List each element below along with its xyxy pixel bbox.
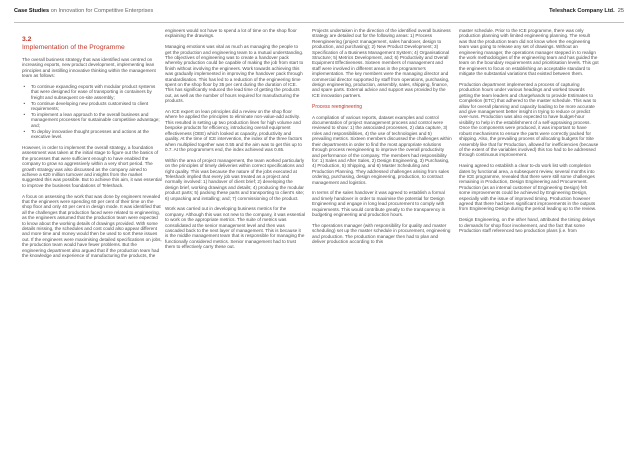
column-1 <box>22 36 162 264</box>
subheading-process-reengineering: Process reengineering <box>312 103 363 110</box>
company-page <box>549 8 624 14</box>
paragraph: Having agreed to establish a clear to-do work list with completion dates by functional area, a subsequent review, several months into the ICE programme, revealed that there were still some challenges remaining in Production, Design Engineering and Procurement. Production (as an internal customer of Engineering Design) felt some improvements could be achieved by Engineering Design, especially with the issue of improved timing. Production however agreed that there had been significant improvements in the outputs from Engineering Design during the period leading up to the review. <box>459 163 597 212</box>
paragraph: Production department implemented a process of capturing production hours under various headings and worked towards getting the team leaders and chargehands to provide Estimates to Completion (ETC) that adhered to the master schedule. This was to allow for overall planning and capacity loading to be more accurate and give management better insight in trying to reduce or predict over-runs. Production was also expected to have budget-hour visibility to help in the establishment of a self-appraising process. Once the components were produced, it was important to have robust mechanisms to ensure the parts were correctly packed for shipping. Also, the prevailing process of allocating budgets for Site Assembly like that for Production, allowed for inefficiencies (because of the extent of the variables involved) this too had to be addressed through continuous improvement. <box>459 82 599 158</box>
column-3 <box>312 28 452 250</box>
bullet-item: • To continue developing new products customised to client requirements; <box>22 101 162 112</box>
paragraph: The operations manager (with responsibility for quality and master scheduling) set up the master schedule in procurement, engineering and production. The production manager then had to plan and deliver production according to this <box>312 222 451 244</box>
strategy-bullet-list <box>22 84 162 140</box>
paragraph: An ICE expert on lean principles did a review on the shop floor where he applied the principles to eliminate non-value-add activity. This resulted in setting up two production lines for high volume and bespoke products for efficiency, introducing overall equipment effectiveness (OEE) which looked at capacity, productivity and quality. At the time of ICE intervention, the index of the three factors when multiplied together was 0.55 and the aim was to get this up to 0.7. At the programme's end, the index achieved was 0.65. <box>165 109 303 152</box>
paragraph: A compilation of various reports, dataset examples and control documentation of project management process and control were reviewed to show: 1) the associated processes, 2) data capture, 3) roles and responsibilities, 4) the use of technologies and 5) prevailing metrics. Sixteen members discussed the challenges within their departments in order to find the most appropriate solutions through process reengineering to improve the overall productivity and performance of the company. The members had responsibility for: 1) Sales and After Sales, 2) Design Engineering, 3) Purchasing, 4) Production, 5) Shipping, and 6) Master Scheduling and Production Planning. They addressed challenges arising from sales ordering, purchasing, design engineering, production, to contract management and logistics. <box>312 114 452 185</box>
paragraph: Managing emotions was vital as much as managing the people to get the production and engineering team to a mutual understanding. The objectives of engineering was to create a handover pack whereby production could be capable of making the job from start to finish without involving the engineers. Work towards achieving this was gradually implemented in improving the handover pack through standardisation. This has led to a reduction of the engineering time spent on the shop floor by 35 per cent during the duration of ICE. This has significantly reduced the lead time of getting the products out, as well as the number of hours required for manufacturing the products. <box>165 44 304 104</box>
series-rest: on Innovation for Competitive Enterprises <box>49 8 154 14</box>
section-number: 3.2 <box>22 36 32 43</box>
bullet-item: • To continue expanding exports with modular product systems that were designed for ease of transporting in containers by freight and subsequent on-site assembly; <box>22 84 162 100</box>
publication-series <box>14 8 153 14</box>
bullet-item: • To deploy innovative thought processes and actions at the executive level. <box>22 129 162 140</box>
paragraph: In terms of the sales handover it was agreed to establish a formal and timely handover in order to maximise the potential for Design Engineering and engage in long lead procurement to comply with requirements. This would contribute greatly to the transparency in budgeting engineering and production hours. <box>312 190 446 217</box>
section-title: Implementation of the Programme <box>22 44 125 51</box>
paragraph: master schedule. Prior to the ICE programme, there was only production planning with limited engineering planning. The result was that the production team did not know when the engineering team was going to release any set of drawings. Without an engineering manager, the operations manager stepped in to realign the work methodologies of the engineering team and has guided the team on the boundary requirements and prioritisation levels. This got the engineers to focus on establishing an acceptable standard to mitigate the substantial variations that existed between them. <box>459 28 599 77</box>
paragraph: engineers would not have to spend a lot of time on the shop floor explaining the drawings. <box>165 28 297 39</box>
paragraph: Design Engineering, on the other hand, attributed the timing delays to demands for shop floor involvement, and the fact that some Production staff referenced two production plans (i.e. from <box>459 217 596 233</box>
company-name: Teleshack Company Ltd. <box>549 8 615 14</box>
bullet-item: • To implement a lean approach to the overall business and management processes for sustainable competitive advantage; and; <box>22 112 162 128</box>
page-header <box>14 0 624 23</box>
paragraph: Work was carried out in developing business metrics for the company. Although this was not new to the company, it was essential to work on the appropriate metrics. The suite of metrics was consolidated at the senior management level and then was cascaded back to the next layer of management. This is because it is the middle management team that is responsible for managing the functionally considered metrics. Senior management had to trust them to effectively carry these out. <box>165 206 306 250</box>
paragraph: However, in order to implement the overall strategy, a foundation assessment was taken at the initial stage to figure out the basics of the processes that were sufficient enough to have enabled the company to grow so aggressively within a very short period. The growth strategy was also discussed as the company aimed to achieve a €20 million turnover and insights from the market suggested this was possible. But to achieve this aim, it was essential to improve the business foundations of Teleshack. <box>22 144 162 188</box>
paragraph: The overall business strategy that was identified was centred on increasing exports, new product development, implementing lean principles and instilling innovative thinking within the management team as follows: <box>22 57 156 79</box>
paragraph: Projects undertaken in the direction of the identified overall business strategy are detailed out for the following areas: 1) Process Reengineering (project management, sales handover, design to production, and purchasing); 2) New Product Development; 3) Specification of a Business Management System; 4) Organisational Structure; 5) Metrics Development, and; 6) Productivity and Overall Equipment Effectiveness. Sixteen members of management and staff were involved in different areas in the programme's implementation. The key members were the managing director and commercial director supported by staff from operations, purchasing, design engineering, production, assembly, sales, shipping, finance, and spare parts. External advice and support was provided by the ICE innovation partners. <box>312 28 451 98</box>
paragraph: Within the area of project management, the team worked particularly on the principles of timely deliveries within correct specifications and right quality. This was because the nature of the jobs executed at Teleshack implied that every job was treated as a project and normally involved: 1) handover of client brief; 2) developing the design brief, working drawings and details; 4) producing the modular product parts; 5) packing these parts and transporting to client's site; 6) unpacking and installing; and; 7) commissioning of the product. <box>165 157 305 201</box>
column-2 <box>165 28 305 255</box>
column-4 <box>459 28 599 239</box>
page-number: 25 <box>617 8 624 14</box>
paragraph: A focus on assessing the work that was done by engineers revealed that the engineers were spending 60 per cent of their time on the shop floor and only 40 per cent in design mode. It was identified that all the challenges that production faced were related to engineering, as the engineers assumed that the production team were expected to know about the working details of drawings provided. With some details missing, the schedules and cost could also appear different and more time and money would then be used to sort these issues out. If the engineers were maximising detailed specifications on jobs, the production team would have fewer problems. But the engineering department also argued that if the production team had the knowledge and experience of manufacturing the products, the <box>22 193 162 259</box>
series-bold: Case Studies <box>14 8 50 14</box>
